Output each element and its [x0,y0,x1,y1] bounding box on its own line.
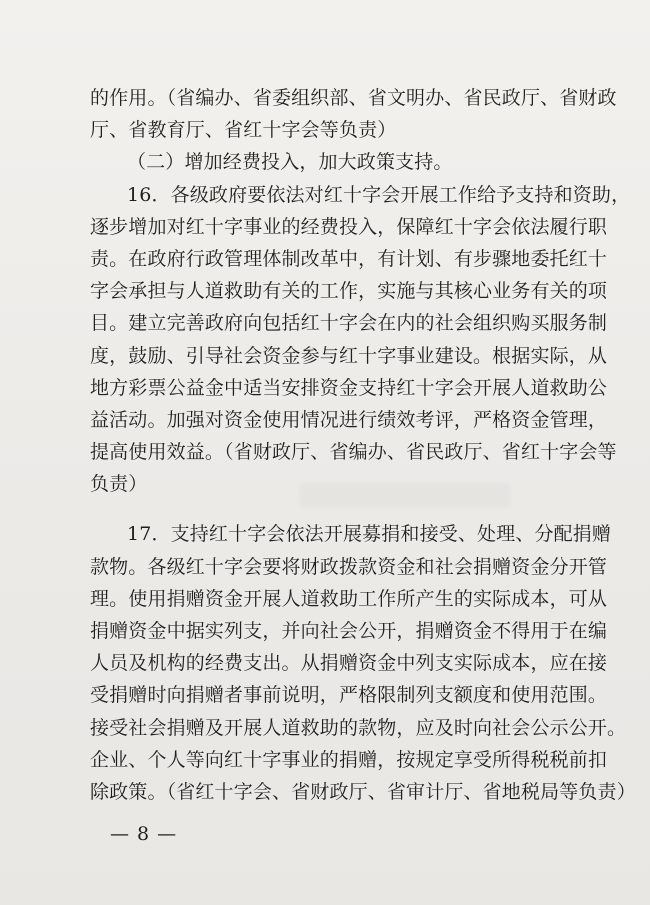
text-line: 目。建立完善政府向包括红十字会在内的社会组织购买服务制 [90,312,608,335]
body-text [90,82,636,808]
text-line: 人员及机构的经费支出。从捐赠资金中列支实际成本，应在接 [90,652,608,675]
text-line: 负责） [90,473,148,496]
text-line: 接受社会捐赠及开展人道救助的款物，应及时向社会公示公开。 [90,716,627,739]
text-line: 逐步增加对红十字事业的经费投入，保障红十字会依法履行职 [90,215,608,238]
text-line: 厅、省教育厅、省红十字会等负责） [90,119,397,142]
text-line: 17．支持红十字会依法开展募捐和接受、处理、分配捐赠 [127,523,612,546]
text-line: 除政策。（省红十字会、省财政厅、省审计厅、省地税局等负责） [90,780,636,803]
text-line: 16．各级政府要依法对红十字会开展工作给予支持和资助， [127,183,631,206]
paragraph-gap [90,500,590,518]
page-number: — 8 — [110,823,178,845]
text-line: 度，鼓励、引导社会资金参与红十字事业建设。根据实际，从 [90,344,608,367]
text-line: 的作用。（省编办、省委组织部、省文明办、省民政厅、省财政 [90,87,617,109]
text-line: 责。在政府行政管理体制改革中，有计划、有步骤地委托红十 [90,247,608,270]
section-heading: （二）增加经费投入，加大政策支持。 [127,151,453,174]
text-line: 受捐赠时向捐赠者事前说明，严格限制列支额度和使用范围。 [90,684,608,707]
text-line: 益活动。加强对资金使用情况进行绩效考评，严格资金管理， [90,408,608,431]
text-line: 地方彩票公益金中适当安排资金支持红十字会开展人道救助公 [90,376,608,399]
text-line: 字会承担与人道救助有关的工作，实施与其核心业务有关的项 [90,280,608,303]
text-line: 提高使用效益。（省财政厅、省编办、省民政厅、省红十字会等 [90,441,617,464]
text-line: 款物。各级红十字会要将财政拨款资金和社会捐赠资金分开管 [90,555,608,578]
text-line: 捐赠资金中据实列支，并向社会公开，捐赠资金不得用于在编 [90,620,608,642]
text-line: 企业、个人等向红十字事业的捐赠，按规定享受所得税税前扣 [90,748,608,771]
text-line: 理。使用捐赠资金开展人道救助工作所产生的实际成本，可从 [90,587,608,610]
